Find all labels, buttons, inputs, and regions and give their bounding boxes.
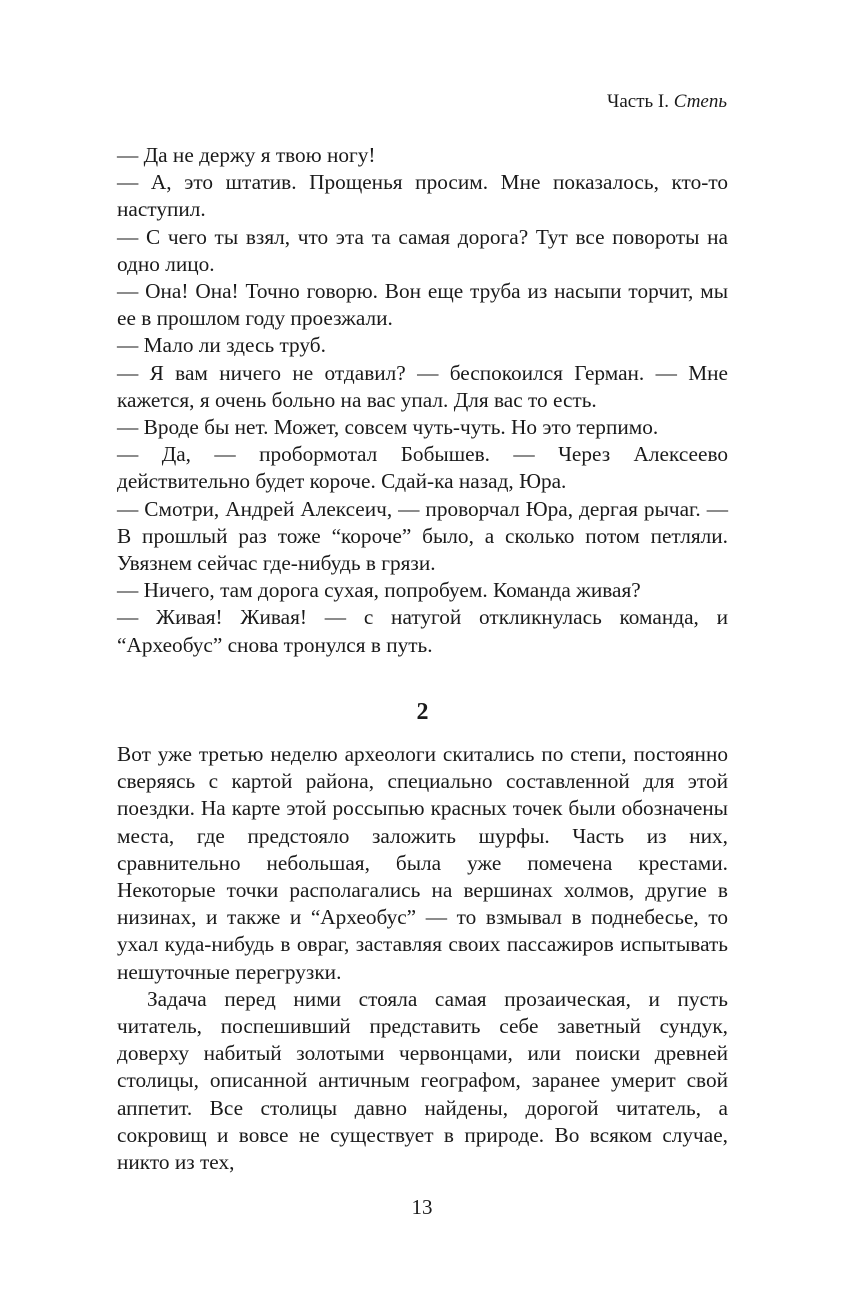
dialogue-line: — Живая! Живая! — с натугой откликнулась команда, и “Археобус” снова тронулся в путь. <box>117 605 728 657</box>
running-head <box>607 90 727 114</box>
narrative-paragraph: Задача перед ними стояла самая прозаическая, и пусть читатель, поспешивший представить себе заветный сундук, доверху набитый золотыми червонцами, или поиски древней столицы, описанной античным географом, заранее умерит свой аппетит. Все столицы давно найдены, дорогой читатель, а сокровищ и вовсе не существует в природе. Во всяком случае, никто из тех, <box>117 986 728 1175</box>
narrative-paragraph: Вот уже третью неделю археологи скитались по степи, постоянно сверяясь с картой района, специально составленной для этой поездки. На карте этой россыпью красных точек были обозначены места, где предстояло заложить шурфы. Часть из них, сравнительно небольшая, была уже помечена крестами. Некоторые точки располагались на вершинах холмов, другие в низинах, и также и “Археобус” — то взмывал в поднебесье, то ухал куда-нибудь в овраг, заставляя своих пассажиров испытывать нешуточные перегрузки. <box>117 742 728 984</box>
dialogue-line: — Я вам ничего не отдавил? — беспокоился Герман. — Мне кажется, я очень больно на вас упал. Для вас то есть. <box>117 360 728 412</box>
dialogue-line: — С чего ты взял, что эта та самая дорога? Тут все повороты на одно лицо. <box>117 224 728 276</box>
dialogue-line: — Ничего, там дорога сухая, попробуем. Команда живая? <box>117 578 641 603</box>
running-head-part: Часть I. <box>606 91 669 112</box>
dialogue-line: — Да не держу я твою ногу! <box>117 143 376 167</box>
running-head-section: Степь <box>673 91 727 112</box>
chapter-number: 2 <box>416 699 429 725</box>
narrative-block <box>117 741 728 1176</box>
dialogue-block <box>117 142 728 659</box>
dialogue-line: — Мало ли здесь труб. <box>117 333 326 358</box>
dialogue-line: — Она! Она! Точно говорю. Вон еще труба из насыпи торчит, мы ее в прошлом году проезжали. <box>117 279 728 331</box>
dialogue-line: — Да, — пробормотал Бобышев. — Через Алексеево действительно будет короче. Сдай-ка назад, Юра. <box>117 442 728 494</box>
dialogue-line: — А, это штатив. Прощенья просим. Мне показалось, кто-то наступил. <box>117 170 728 222</box>
dialogue-line: — Смотри, Андрей Алексеич, — проворчал Юра, дергая рычаг. — В прошлый раз тоже “короче” было, а сколько потом петляли. Увязнем сейчас где-нибудь в грязи. <box>117 496 728 576</box>
dialogue-line: — Вроде бы нет. Может, совсем чуть-чуть. Но это терпимо. <box>117 415 659 440</box>
page-number: 13 <box>411 1195 433 1219</box>
